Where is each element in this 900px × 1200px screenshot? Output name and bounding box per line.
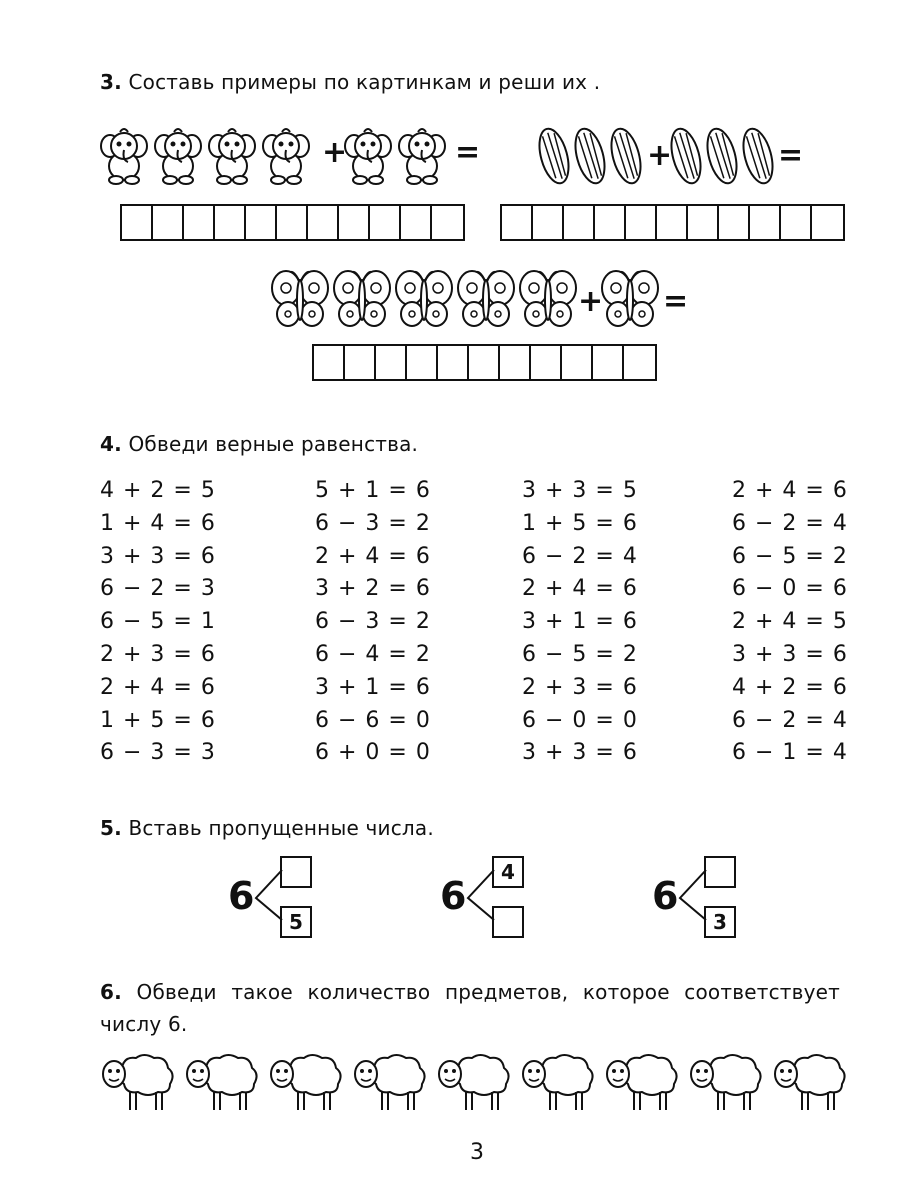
equals-sign: = xyxy=(778,138,804,173)
page-number: 3 xyxy=(470,1140,484,1165)
equation[interactable]: 4 + 2 = 6 xyxy=(732,674,848,700)
task3-heading xyxy=(100,70,600,94)
elephant-icon xyxy=(209,129,255,184)
decomp-whole-2: 6 xyxy=(440,874,467,918)
task4-heading xyxy=(100,432,418,456)
elephant-icon xyxy=(263,129,309,184)
equation[interactable]: 6 − 1 = 4 xyxy=(732,740,848,766)
seed-picture-row xyxy=(538,122,808,192)
sheep-icon xyxy=(607,1055,677,1110)
equation[interactable]: 6 − 2 = 4 xyxy=(732,510,848,536)
decomp-bottom-box-1[interactable]: 5 xyxy=(280,906,312,938)
equation[interactable]: 3 + 3 = 5 xyxy=(522,478,638,503)
equation[interactable]: 2 + 4 = 6 xyxy=(522,576,638,602)
equation[interactable]: 2 + 3 = 6 xyxy=(100,642,216,667)
task5-text: Вставь пропущенные числа. xyxy=(128,816,434,840)
elephant-icon xyxy=(101,129,147,184)
elephant-icon xyxy=(155,129,201,184)
equals-sign: = xyxy=(663,284,689,319)
equation[interactable]: 3 + 1 = 6 xyxy=(315,674,431,700)
equation[interactable]: 6 − 0 = 0 xyxy=(522,707,638,733)
butterfly-icon xyxy=(458,271,514,326)
seed-icon xyxy=(606,126,646,187)
answer-cells-elephants[interactable] xyxy=(120,204,465,241)
seed-icon xyxy=(570,126,610,187)
equation[interactable]: 4 + 2 = 5 xyxy=(100,478,216,503)
butterfly-icon xyxy=(520,271,576,326)
plus-sign: + xyxy=(578,284,604,319)
equation[interactable]: 2 + 4 = 5 xyxy=(732,609,848,635)
sheep-icon xyxy=(103,1055,173,1110)
equation[interactable]: 5 + 1 = 6 xyxy=(315,478,431,503)
equation[interactable]: 2 + 4 = 6 xyxy=(315,543,431,569)
sheep-icon xyxy=(439,1055,509,1110)
butterfly-icon xyxy=(396,271,452,326)
equation[interactable]: 6 + 0 = 0 xyxy=(315,740,431,766)
decomp-bottom-box-2[interactable] xyxy=(492,906,524,938)
equation[interactable]: 6 − 0 = 6 xyxy=(732,576,848,602)
sheep-icon xyxy=(523,1055,593,1110)
elephant-icon xyxy=(399,129,445,184)
task3-number: 3. xyxy=(100,70,122,94)
equation[interactable]: 2 + 4 = 6 xyxy=(100,674,216,700)
equation[interactable]: 6 − 4 = 2 xyxy=(315,642,431,667)
equation[interactable]: 6 − 2 = 4 xyxy=(732,707,848,733)
equals-sign: = xyxy=(455,135,481,170)
decomp-whole-1: 6 xyxy=(228,874,255,918)
sheep-icon xyxy=(691,1055,761,1110)
equation[interactable]: 3 + 1 = 6 xyxy=(522,609,638,635)
equation[interactable]: 3 + 2 = 6 xyxy=(315,576,431,602)
equation[interactable]: 1 + 5 = 6 xyxy=(522,510,638,536)
decomp-top-box-3[interactable] xyxy=(704,856,736,888)
sheep-picture-row xyxy=(100,1046,860,1118)
task6-text-line1: Обведи такое количество предметов, которое соответствует xyxy=(136,980,840,1004)
equation[interactable]: 2 + 4 = 6 xyxy=(732,478,848,503)
equation[interactable]: 6 − 2 = 4 xyxy=(522,543,638,569)
equation[interactable]: 3 + 3 = 6 xyxy=(100,543,216,569)
butterfly-picture-row xyxy=(270,266,670,334)
elephant-icon xyxy=(345,129,391,184)
butterfly-icon xyxy=(334,271,390,326)
answer-cells-seeds[interactable] xyxy=(500,204,845,241)
sheep-icon xyxy=(187,1055,257,1110)
decomp-whole-3: 6 xyxy=(652,874,679,918)
task4-number: 4. xyxy=(100,432,122,456)
decomp-top-box-2[interactable]: 4 xyxy=(492,856,524,888)
seed-icon xyxy=(738,126,778,187)
plus-sign: + xyxy=(322,135,348,170)
decomp-bottom-box-3[interactable]: 3 xyxy=(704,906,736,938)
butterfly-icon xyxy=(272,271,328,326)
seed-icon xyxy=(702,126,742,187)
equation[interactable]: 2 + 3 = 6 xyxy=(522,674,638,700)
task5-number: 5. xyxy=(100,816,122,840)
equation[interactable]: 6 − 2 = 3 xyxy=(100,576,216,602)
decomp-top-box-1[interactable] xyxy=(280,856,312,888)
elephant-picture-row xyxy=(100,118,500,190)
task5-heading xyxy=(100,816,434,840)
task3-text: Составь примеры по картинкам и реши их . xyxy=(128,70,601,94)
equation[interactable]: 3 + 3 = 6 xyxy=(522,740,638,766)
answer-cells-butterflies[interactable] xyxy=(312,344,657,381)
sheep-icon xyxy=(775,1055,845,1110)
sheep-icon xyxy=(271,1055,341,1110)
task6-text-line2: числу 6. xyxy=(100,1012,188,1036)
equation[interactable]: 6 − 5 = 2 xyxy=(522,642,638,667)
equation[interactable]: 6 − 3 = 2 xyxy=(315,510,431,536)
sheep-icon xyxy=(355,1055,425,1110)
equation[interactable]: 1 + 4 = 6 xyxy=(100,510,216,536)
equation[interactable]: 6 − 5 = 2 xyxy=(732,543,848,569)
equation[interactable]: 3 + 3 = 6 xyxy=(732,642,848,667)
equation[interactable]: 6 − 6 = 0 xyxy=(315,707,431,733)
butterfly-icon xyxy=(602,271,658,326)
equation[interactable]: 6 − 3 = 2 xyxy=(315,609,431,635)
task4-text: Обведи верные равенства. xyxy=(128,432,419,456)
seed-icon xyxy=(538,126,574,187)
equation[interactable]: 1 + 5 = 6 xyxy=(100,707,216,733)
plus-sign: + xyxy=(647,138,673,173)
task6-heading-line1 xyxy=(100,980,840,1004)
equation[interactable]: 6 − 5 = 1 xyxy=(100,609,216,635)
equation[interactable]: 6 − 3 = 3 xyxy=(100,740,216,766)
task6-number: 6. xyxy=(100,980,122,1004)
